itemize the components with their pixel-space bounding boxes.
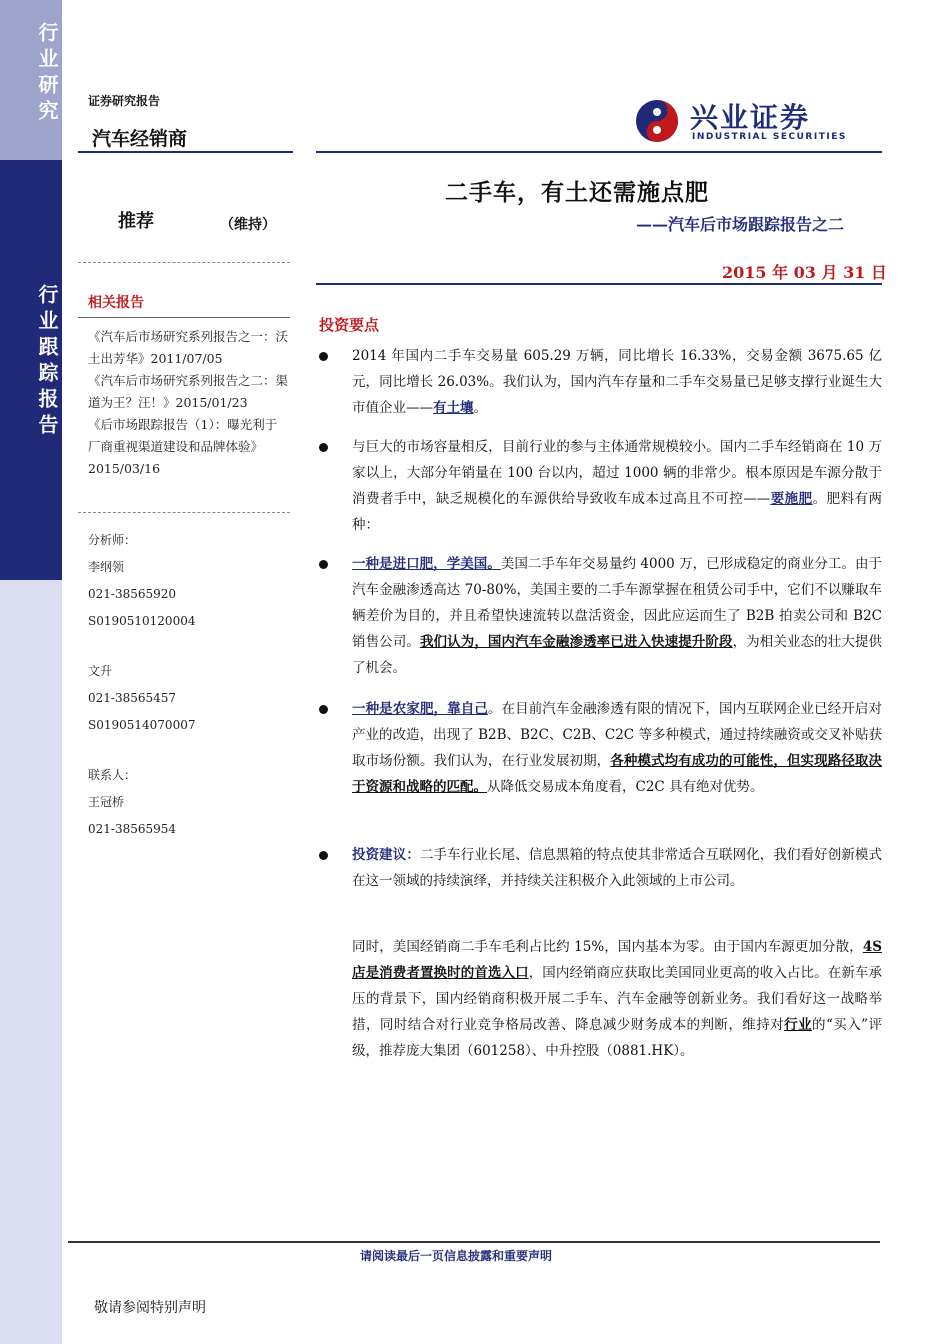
- analyst-name: 李纲领: [88, 560, 125, 574]
- point-domestic-model: 一种是农家肥，靠自己。在目前汽车金融渗透有限的情况下，国内互联网企业已经开启对产业的改造，出现了 B2B、B2C、C2B、C2C 等多种模式，通过持续融资或交叉补贴获取市场份额。我们认为，在行业发展初期，各种模式均有成功的可能性，但实现路径取决于资源和战略的匹配。从降低交易成本角度看，C2C 具有绝对优势。: [352, 701, 882, 795]
- sidebar-top-label: 行业研究: [35, 22, 59, 126]
- point-import-model: 一种是进口肥，学美国。美国二手车年交易量约 4000 万，已形成稳定的商业分工。由于汽车金融渗透高达 70-80%，美国主要的二手车源掌握在租赁公司手中，它们不以赚取车辆差价为目的，并且希望快速流转以盘活资金，因此应运而生了 B2B 拍卖公司和 B2C 销售公司。我们认为，国内汽车金融渗透率已进入快速提升阶段，为相关业态的壮大提供了机会。: [352, 556, 883, 676]
- bullet-icon: [319, 560, 328, 569]
- section-title: 投资要点: [319, 316, 380, 334]
- analyst-rule: [78, 512, 290, 513]
- rating-rule: [78, 262, 290, 263]
- report-subtitle: ——汽车后市场跟踪报告之二: [636, 215, 845, 234]
- contact-name: 王冠桥: [88, 795, 125, 809]
- sector-name: 汽车经销商: [92, 128, 188, 150]
- bullet-icon: [319, 851, 328, 860]
- sidebar-mid-band: [0, 160, 62, 580]
- contact-phone: 021-38565954: [88, 822, 177, 836]
- bullet-icon: [319, 352, 328, 361]
- related-rule: [78, 317, 290, 318]
- rating-status: （维持）: [220, 217, 276, 233]
- analyst-label: 分析师：: [88, 533, 137, 547]
- related-reports-title: 相关报告: [88, 295, 144, 311]
- company-logo: [634, 94, 884, 150]
- point-fragmentation: 与巨大的市场容量相反，目前行业的参与主体通常规模较小。国内二手车经销商在 10 万家以上，大部分年销量在 100 台以内，超过 1000 辆的非常少。根本原因是车源分散于消费者手中，缺乏规模化的车源供给导致收车成本过高且不可控——要施肥。肥料有两种：: [352, 439, 883, 533]
- logo-en-text: INDUSTRIAL SECURITIES: [692, 132, 847, 142]
- contact-label: 联系人：: [88, 768, 137, 782]
- special-statement-note: 敬请参阅特别声明: [94, 1300, 206, 1316]
- analyst-phone: 021-38565920: [88, 587, 177, 601]
- title-rule: [316, 283, 882, 285]
- related-report-item[interactable]: 《后市场跟踪报告（1）：曝光利于厂商重视渠道建设和品牌体验》2015/03/16: [88, 417, 278, 476]
- related-reports-list: [88, 326, 288, 480]
- analyst-name: 文升: [88, 664, 113, 678]
- report-type: 证券研究报告: [88, 94, 161, 108]
- rating-label: 推荐: [118, 211, 154, 232]
- report-date: 2015 年 03 月 31 日: [722, 263, 887, 282]
- analyst-id: S0190514070007: [88, 718, 196, 732]
- header-right-rule: [316, 151, 882, 153]
- bullet-icon: [319, 443, 328, 452]
- header-left-rule: [78, 151, 293, 153]
- related-report-item[interactable]: 《汽车后市场研究系列报告之一：沃土出芳华》2011/07/05: [88, 329, 289, 366]
- sidebar-top-band: [0, 0, 62, 160]
- bullet-icon: [319, 705, 328, 714]
- sidebar-mid-label: 行业跟踪报告: [35, 284, 59, 440]
- footer-rule: [68, 1241, 880, 1243]
- analyst-block: [88, 527, 288, 843]
- point-market-size: 2014 年国内二手车交易量 605.29 万辆，同比增长 16.33%，交易金额 3675.65 亿元，同比增长 26.03%。我们认为，国内汽车存量和二手车交易量已足够支撑行业诞生大市值企业——有土壤。: [352, 348, 882, 416]
- paragraph-dealer-view: 同时，美国经销商二手车毛利占比约 15%，国内基本为零。由于国内车源更加分散，4S 店是消费者置换时的首选入口，国内经销商应获取比美国同业更高的收入占比。在新车承压的背景下，国内经销商积极开展二手车、汽车金融等创新业务。我们看好这一战略举措，同时结合对行业竞争格局改善、降息减少财务成本的判断，维持对行业的“买入”评级，推荐庞大集团（601258）、中升控股（0881.HK）。: [352, 939, 883, 1059]
- sidebar-bottom-band: [0, 580, 62, 1344]
- report-title: 二手车，有土还需施点肥: [445, 179, 709, 206]
- analyst-id: S0190510120004: [88, 614, 196, 628]
- logo-cn-text: 兴业证券: [690, 101, 811, 134]
- disclosure-note: 请阅读最后一页信息披露和重要声明: [360, 1249, 553, 1263]
- logo-emblem-icon: [634, 98, 680, 144]
- analyst-phone: 021-38565457: [88, 691, 177, 705]
- related-report-item[interactable]: 《汽车后市场研究系列报告之二：渠道为王？汪！》2015/01/23: [88, 373, 289, 410]
- point-investment-advice: 投资建议：二手车行业长尾、信息黑箱的特点使其非常适合互联网化，我们看好创新模式在这一领域的持续演绎，并持续关注积极介入此领域的上市公司。: [352, 847, 883, 889]
